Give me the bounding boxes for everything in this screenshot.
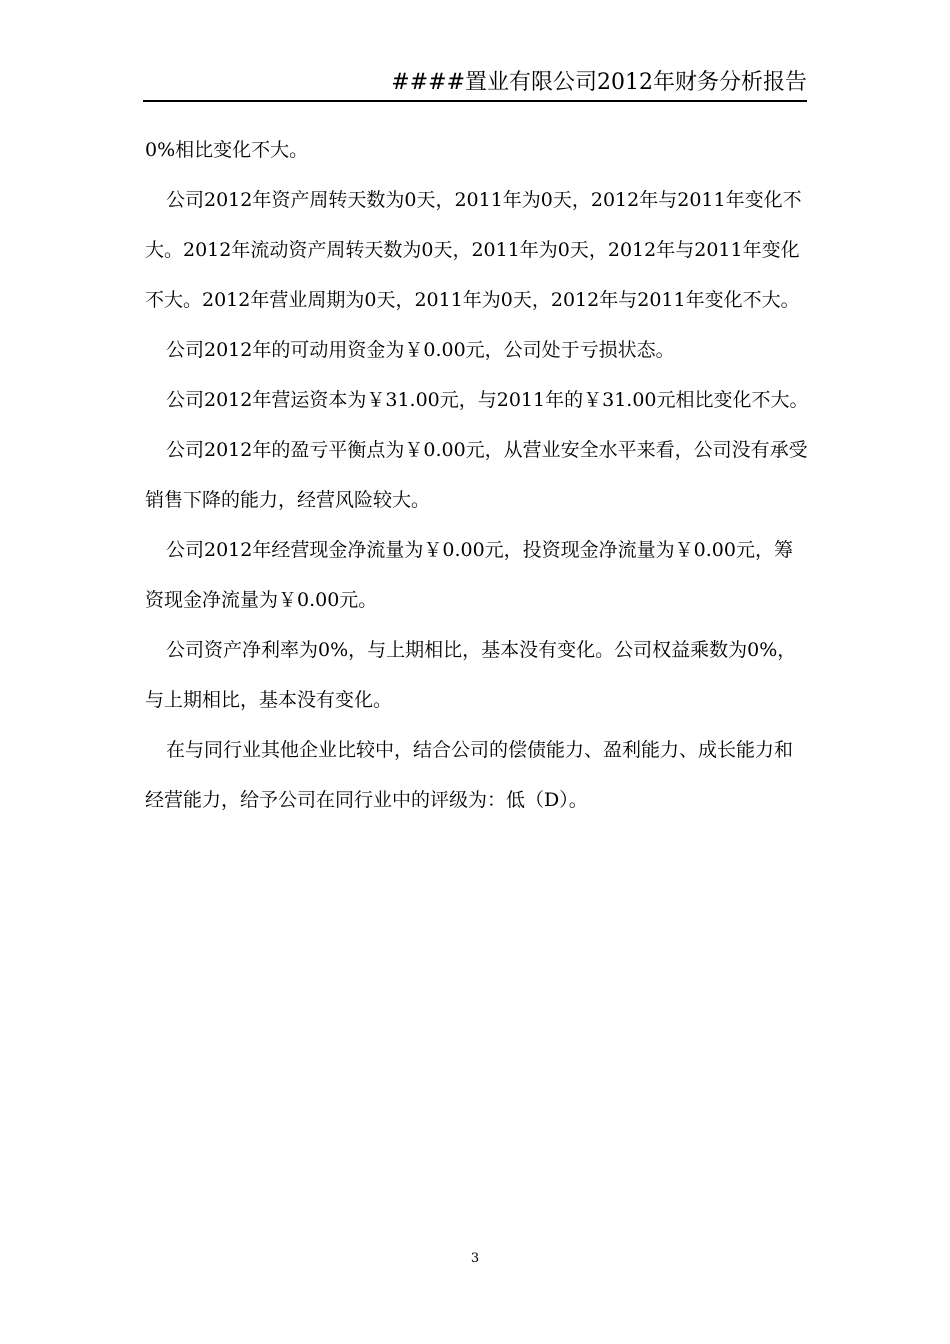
paragraph-continuation: 0%相比变化不大。 [145, 139, 309, 161]
header-title: ####置业有限公司2012年财务分析报告 [391, 70, 807, 95]
paragraph-working-capital: 公司2012年营运资本为￥31.00元，与2011年的￥31.00元相比变化不大。 [166, 389, 809, 411]
paragraph-available-funds: 公司2012年的可动用资金为￥0.00元，公司处于亏损状态。 [166, 339, 675, 361]
paragraph-return-on-assets: 公司资产净利率为0%，与上期相比，基本没有变化。公司权益乘数为0%，与上期相比，基本没有变化。 [145, 639, 797, 711]
paragraph-break-even: 公司2012年的盈亏平衡点为￥0.00元，从营业安全水平来看，公司没有承受销售下降的能力，经营风险较大。 [145, 439, 808, 511]
page-header [143, 66, 807, 102]
document-body [145, 125, 809, 825]
paragraph-industry-rating: 在与同行业其他企业比较中，结合公司的偿债能力、盈利能力、成长能力和经营能力，给予公司在同行业中的评级为：低（D）。 [145, 739, 794, 811]
page-number: 3 [470, 1251, 480, 1266]
paragraph-cash-flow: 公司2012年经营现金净流量为￥0.00元，投资现金净流量为￥0.00元，筹资现金净流量为￥0.00元。 [145, 539, 793, 611]
paragraph-turnover-days: 公司2012年资产周转天数为0天，2011年为0天，2012年与2011年变化不大。2012年流动资产周转天数为0天，2011年为0天，2012年与2011年变化不大。2012年营业周期为0天，2011年为0天，2012年与2011年变化不大。 [145, 189, 802, 311]
